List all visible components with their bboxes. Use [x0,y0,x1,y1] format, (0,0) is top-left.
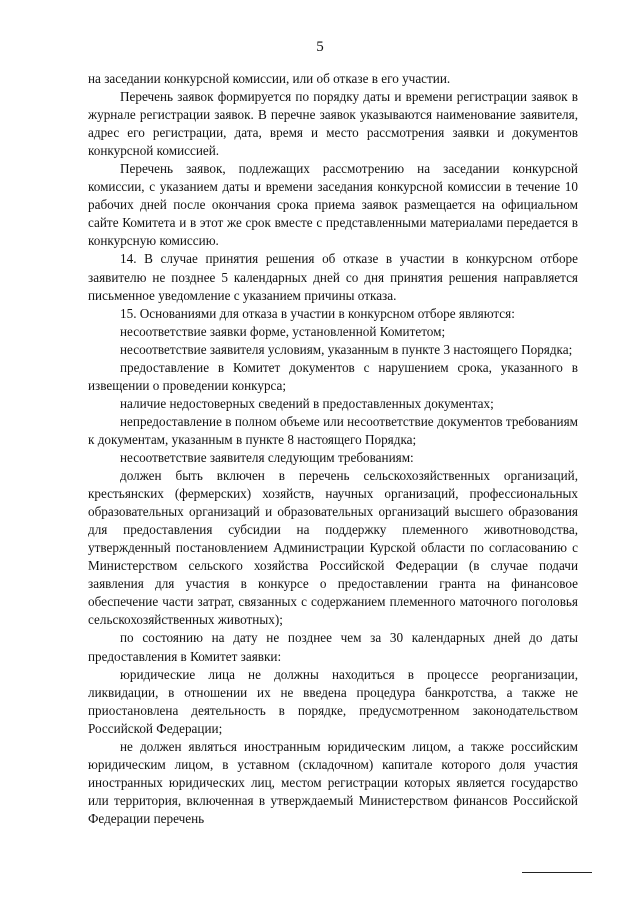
paragraph: 14. В случае принятия решения об отказе в участии в конкурсном отборе заявителю не позднее 5 календарных дней со дня принятия решения направляется письменное уведомление с указанием причины отказа. [88,251,578,303]
paragraph: непредоставление в полном объеме или несоответствие документов требованиям к документам, указанным в пункте 8 настоящего Порядка; [88,413,578,447]
paragraph: по состоянию на дату не позднее чем за 30 календарных дней до даты предоставления в Комитет заявки: [88,630,578,664]
paragraph: несоответствие заявки форме, установленной Комитетом; [120,323,446,339]
paragraph: на заседании конкурсной комиссии, или об отказе в его участии. [88,71,451,86]
paragraph: не должен являться иностранным юридическим лицом, а также российским юридическим лицом, в уставном (складочном) капитале которого доля участия иностранных юридических лиц, местом регистрации которых является государство или территория, включенная в утверждаемый Министерством финансов Российской Федерации перечень [88,738,578,826]
paragraph: Перечень заявок формируется по порядку даты и времени регистрации заявок в журнале регистрации заявок. В перечне заявок указываются наименование заявителя, адрес его регистрации, дата, время и место рассмотрения заявки и документов конкурсной комиссией. [88,89,578,159]
paragraph: юридические лица не должны находиться в процессе реорганизации, ликвидации, в отношении их не введена процедура банкротства, а также не приостановлена деятельность в порядке, предусмотренном законодательством Российской Федерации; [88,666,578,736]
paragraph: 15. Основаниями для отказа в участии в конкурсном отборе являются: [120,305,515,321]
document-body [88,70,578,828]
paragraph: несоответствие заявителя следующим требованиям: [120,449,414,465]
paragraph: должен быть включен в перечень сельскохозяйственных организаций, крестьянских (фермерских) хозяйств, научных организаций, профессиональных образовательных организаций и образовательных организаций высшего образования для предоставления субсидии на поддержку племенного животноводства, утвержденный постановлением Администрации Курской области по согласованию с Министерством сельского хозяйства Российской Федерации (в случае подачи заявления для участия в конкурсе о предоставлении гранта на финансовое обеспечение части затрат, связанных с содержанием племенного маточного поголовья сельскохозяйственных животных); [88,468,578,628]
paragraph: предоставление в Комитет документов с нарушением срока, указанного в извещении о проведении конкурса; [88,359,578,393]
footer-rule [522,872,592,873]
paragraph: Перечень заявок, подлежащих рассмотрению на заседании конкурсной комиссии, с указанием даты и времени заседания конкурсной комиссии в течение 10 рабочих дней после окончания срока приема заявок размещается на официальном сайте Комитета и в этот же срок вместе с представленными материалами передается в конкурсную комиссию. [88,161,578,249]
page-number: 5 [316,39,324,55]
paragraph: несоответствие заявителя условиям, указанным в пункте 3 настоящего Порядка; [120,341,573,357]
paragraph: наличие недостоверных сведений в предоставленных документах; [120,395,494,411]
